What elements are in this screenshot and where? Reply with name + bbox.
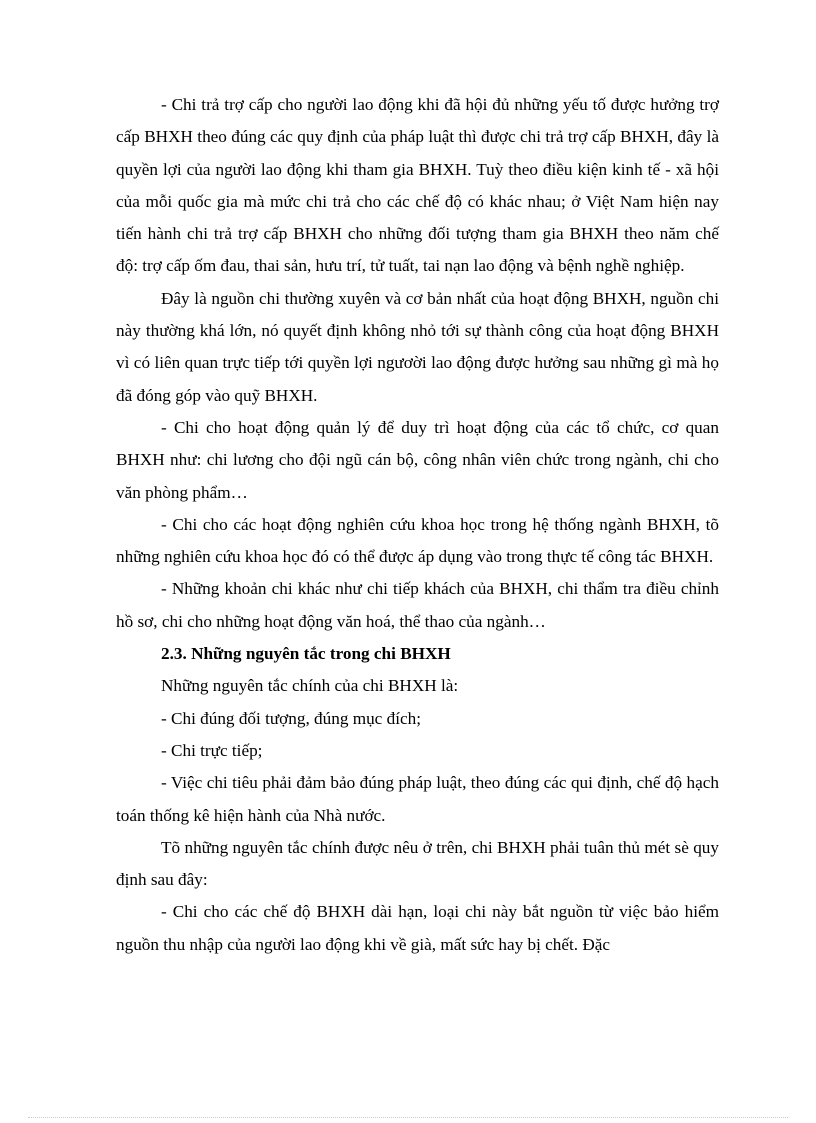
paragraph-benefit-payment: - Chi trả trợ cấp cho người lao động khi đã hội đủ những yếu tố được hưởng trợ cấp BHXH theo đúng các quy định của pháp luật thì được chi trả trợ cấp BHXH, đây là quyền lợi của người lao động khi tham gia BHXH. Tuỳ theo điều kiện kinh tế - xã hội của mỗi quốc gia mà mức chi trả cho các chế độ có khác nhau; ở Việt Nam hiện nay tiến hành chi trả trợ cấp BHXH cho những đối tượng tham gia BHXH theo năm chế độ: trợ cấp ốm đau, thai sản, hưu trí, tử tuất, tai nạn lao động và bệnh nghề nghiệp. <box>116 95 719 276</box>
principle-item-3: - Việc chi tiêu phải đảm bảo đúng pháp luật, theo đúng các qui định, chế độ hạch toán thống kê hiện hành của Nhà nước. <box>116 773 719 825</box>
paragraph-research-expense: - Chi cho các hoạt động nghiên cứu khoa học trong hệ thống ngành BHXH, tõ những nghiên cứu khoa học đó có thể được áp dụng vào trong thực tế công tác BHXH. <box>116 514 719 567</box>
section-heading: 2.3. Những nguyên tắc trong chi BHXH <box>161 644 451 664</box>
principle-item-2: - Chi trực tiếp; <box>161 740 263 760</box>
paragraph-management-expense: - Chi cho hoạt động quản lý để duy trì hoạt động của các tổ chức, cơ quan BHXH như: chi lương cho đội ngũ cán bộ, công nhân viên chức trong ngành, chi cho văn phòng phẩm… <box>116 417 719 502</box>
paragraph-regulations: Tõ những nguyên tắc chính được nêu ở trên, chi BHXH phải tuân thủ mét sè quy định sau đây: <box>116 837 719 890</box>
document-body <box>116 89 719 961</box>
paragraph-other-expense: - Những khoản chi khác như chi tiếp khách của BHXH, chi thẩm tra điều chỉnh hồ sơ, chi cho những hoạt động văn hoá, thể thao của ngành… <box>116 579 719 631</box>
page-bottom-rule <box>28 1117 788 1118</box>
principle-item-1: - Chi đúng đối tượng, đúng mục đích; <box>161 708 421 728</box>
principles-intro: Những nguyên tắc chính của chi BHXH là: <box>161 676 459 696</box>
paragraph-regular-expense: Đây là nguồn chi thường xuyên và cơ bản nhất của hoạt động BHXH, nguồn chi này thường khá lớn, nó quyết định không nhỏ tới sự thành công của hoạt động BHXH vì có liên quan trực tiếp tới quyền lợi ngươời lao động được hưởng sau những gì mà họ đã đóng góp vào quỹ BHXH. <box>116 288 719 405</box>
paragraph-long-term-benefits: - Chi cho các chế độ BHXH dài hạn, loại chi này bắt nguồn từ việc bảo hiểm nguồn thu nhập của người lao động khi về già, mất sức hay bị chết. Đặc <box>116 902 719 954</box>
